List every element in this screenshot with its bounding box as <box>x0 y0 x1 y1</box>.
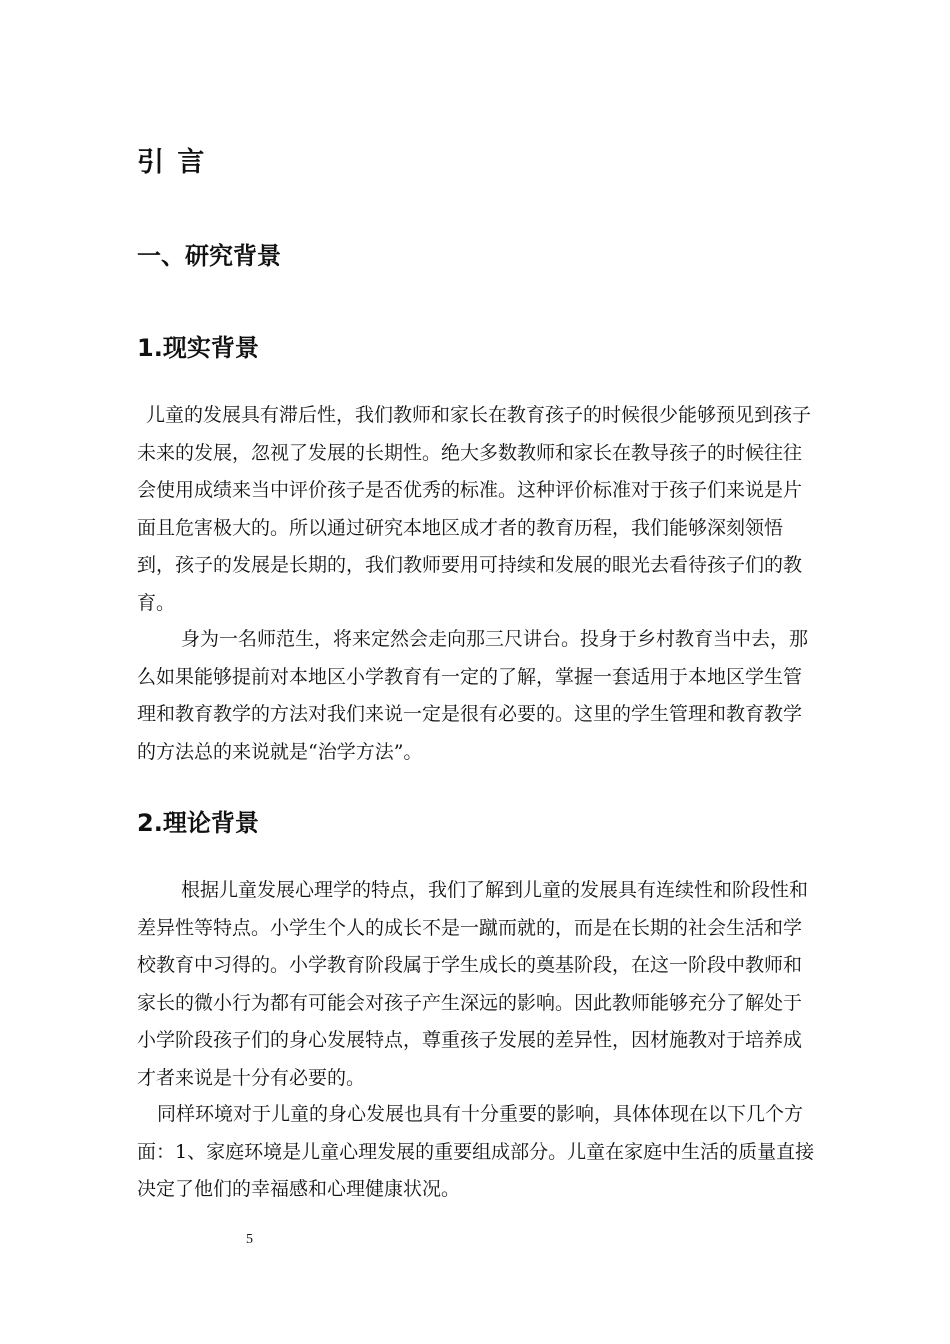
paragraph-theoretical-1: 根据儿童发展心理学的特点，我们了解到儿童的发展具有连续性和阶段性和差异性等特点。小学生个人的成长不是一蹴而就的，而是在长期的社会生活和学校教育中习得的。小学教育阶段属于学生成长的奠基阶段，在这一阶段中教师和家长的微小行为都有可能会对孩子产生深远的影响。因此教师能够充分了解处于小学阶段孩子们的身心发展特点，尊重孩子发展的差异性，因材施教对于培养成才者来说是十分有必要的。 <box>137 879 809 1089</box>
page-number: 5 <box>246 1232 253 1247</box>
subsection-heading-practical-background: 1.现实背景 <box>137 334 259 362</box>
paragraph-theoretical-2: 同样环境对于儿童的身心发展也具有十分重要的影响，具体体现在以下几个方面：1、家庭环境是儿童心理发展的重要组成部分。儿童在家庭中生活的质量直接决定了他们的幸福感和心理健康状况。 <box>137 1103 815 1200</box>
page-title: 引 言 <box>137 147 207 178</box>
paragraph-practical-2: 身为一名师范生，将来定然会走向那三尺讲台。投身于乡村教育当中去，那么如果能够提前对本地区小学教育有一定的了解，掌握一套适用于本地区学生管理和教育教学的方法对我们来说一定是很有必要的。这里的学生管理和教育教学的方法总的来说就是“治学方法”。 <box>137 628 809 763</box>
section-heading-research-background: 一、研究背景 <box>137 242 281 270</box>
paragraph-practical-1: 儿童的发展具有滞后性，我们教师和家长在教育孩子的时候很少能够预见到孩子未来的发展，忽视了发展的长期性。绝大多数教师和家长在教导孩子的时候往往会使用成绩来当中评价孩子是否优秀的标准。这种评价标准对于孩子们来说是片面且危害极大的。所以通过研究本地区成才者的教育历程，我们能够深刻领悟到，孩子的发展是长期的，我们教师要用可持续和发展的眼光去看待孩子们的教育。 <box>137 404 812 614</box>
subsection-heading-theoretical-background: 2.理论背景 <box>137 809 259 837</box>
